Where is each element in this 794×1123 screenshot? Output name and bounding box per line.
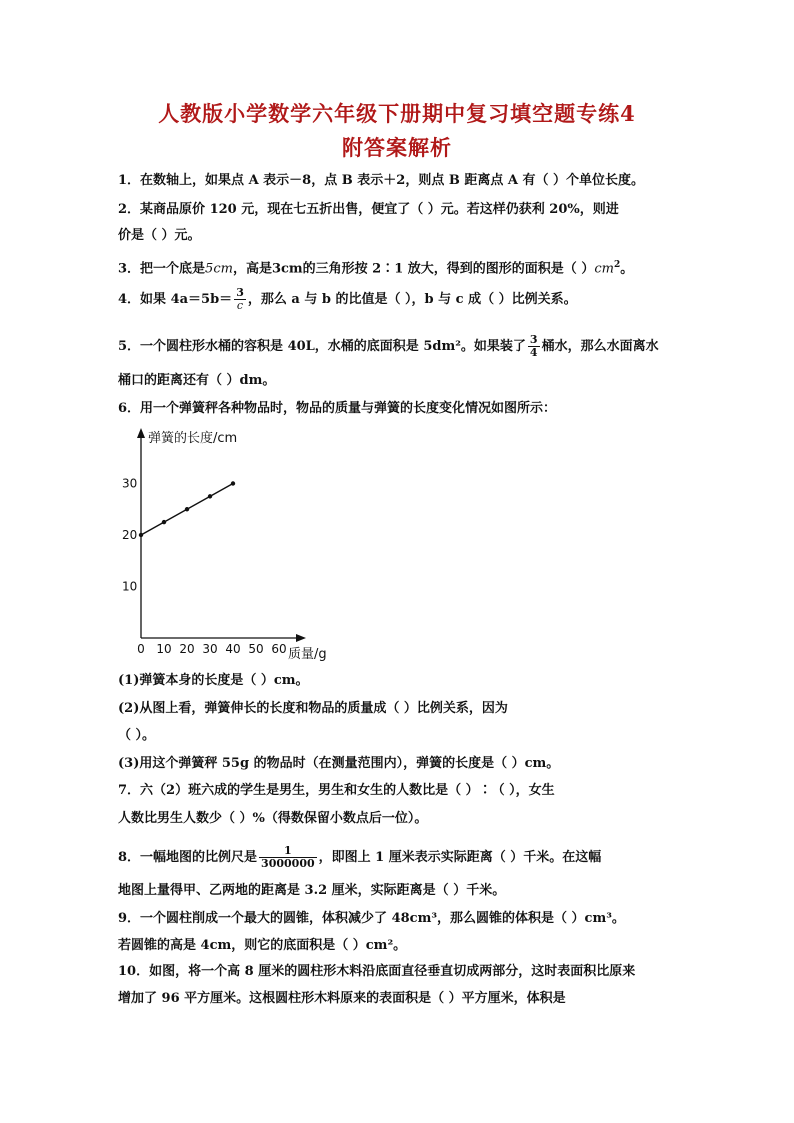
x-tick-label: 40 [225, 642, 241, 656]
question-7-line-1: 7．六（2）班六成的学生是男生，男生和女生的人数比是（ ）∶（ ），女生 [118, 783, 555, 798]
x-axis-arrow [296, 634, 306, 642]
question-3 [118, 256, 682, 278]
data-point [162, 520, 166, 524]
question-6-part-2-line-1: (2)从图上看，弹簧伸长的长度和物品的质量成（ ）比例关系，因为 [118, 701, 508, 716]
question-9-line-1: 9．一个圆柱削成一个最大的圆锥，体积减少了 48cm³，那么圆锥的体积是（ ）cm³。 [118, 911, 625, 926]
question-8-text-a: 8．一幅地图的比例尺是 [118, 850, 258, 865]
question-5-numerator: 3 [529, 333, 538, 346]
question-9-line-2: 若圆锥的高是 4cm，则它的底面积是（ ）cm²。 [118, 938, 407, 953]
question-5-fraction [528, 334, 540, 359]
question-6: 6．用一个弹簧秤各种物品时，物品的质量与弹簧的长度变化情况如图所示： [118, 401, 557, 416]
x-tick-label: 10 [156, 642, 172, 656]
question-5-line-2: 桶口的距离还有（ ）dm。 [118, 373, 276, 388]
x-axis-label: 质量/g [288, 647, 327, 662]
question-2-line-2: 价是（ ）元。 [118, 228, 201, 243]
question-3-text-c: 。 [620, 261, 634, 277]
y-tick-label: 30 [122, 476, 138, 491]
question-3-text-b: ，高是3cm的三角形按 2∶1 放大，得到的图形的面积是（ ） [232, 261, 595, 277]
question-8-line-1 [118, 845, 682, 870]
y-axis-arrow [137, 428, 145, 438]
data-point [231, 481, 235, 485]
question-6-part-1: (1)弹簧本身的长度是（ ）cm。 [118, 673, 309, 688]
y-tick-label: 20 [122, 528, 138, 542]
question-5-text-a: 5．一个圆柱形水桶的容积是 40L，水桶的底面积是 5dm²。如果装了 [118, 339, 526, 354]
question-5-line-1 [118, 334, 682, 359]
question-2-line-1: 2．某商品原价 120 元，现在七五折出售，便宜了（ ）元。若这样仍获利 20%，则进 [118, 202, 619, 217]
question-5-denominator: 4 [529, 346, 538, 359]
question-5-text-b: 桶水，那么水面离水 [541, 339, 659, 354]
question-7-line-2: 人数比男生人数少（ ）%（得数保留小数点后一位）。 [118, 811, 428, 826]
question-4-numerator: 3 [236, 286, 244, 299]
y-tick-label: 10 [122, 579, 138, 594]
question-8-text-b: ，即图上 1 厘米表示实际距离（ ）千米。在这幅 [318, 850, 602, 865]
question-4-fraction [234, 287, 246, 312]
question-4-denominator: c [236, 299, 244, 312]
y-axis-label: 弹簧的长度/cm [148, 431, 238, 446]
question-8-denominator: 3000000 [261, 857, 315, 870]
question-6-part-3: (3)用这个弹簧秤 55g 的物品时（在测量范围内），弹簧的长度是（ ）cm。 [118, 756, 560, 771]
question-4 [118, 287, 682, 312]
question-10-line-2: 增加了 96 平方厘米。这根圆柱形木料原来的表面积是（ ）平方厘米，体积是 [118, 991, 566, 1006]
data-point [208, 494, 212, 498]
question-3-text-a: 3．把一个底是 [118, 261, 206, 277]
x-tick-label: 30 [202, 642, 218, 656]
question-1: 1．在数轴上，如果点 A 表示－8，点 B 表示＋2，则点 B 距离点 A 有（ ）个单位长度。 [118, 173, 645, 188]
question-3-base: 5cm [205, 261, 233, 277]
question-8-scale-fraction [259, 845, 317, 870]
title-line-2: 附答案解析 [342, 135, 452, 160]
x-tick-label: 0 [137, 642, 145, 656]
question-4-text-a: 4．如果 4a＝5b＝ [118, 292, 233, 307]
question-10-line-1: 10．如图，将一个高 8 厘米的圆柱形木料沿底面直径垂直切成两部分，这时表面积比原来 [118, 964, 636, 979]
question-3-unit: cm [594, 261, 614, 277]
spring-length-chart [110, 420, 360, 670]
x-tick-label: 50 [248, 642, 264, 656]
data-point [185, 507, 189, 511]
title-line-1: 人教版小学数学六年级下册期中复习填空题专练4 [158, 101, 636, 126]
question-8-line-2: 地图上量得甲、乙两地的距离是 3.2 厘米，实际距离是（ ）千米。 [118, 883, 506, 898]
x-tick-label: 20 [179, 642, 195, 656]
question-8-numerator: 1 [259, 845, 317, 858]
data-point [139, 533, 143, 537]
question-4-text-b: ，那么 a 与 b 的比值是（ ），b 与 c 成（ ）比例关系。 [247, 292, 577, 307]
question-3-unit-sup: 2 [613, 260, 621, 270]
x-tick-label: 60 [271, 642, 287, 656]
question-6-part-2-line-2: （ ）。 [118, 728, 156, 743]
